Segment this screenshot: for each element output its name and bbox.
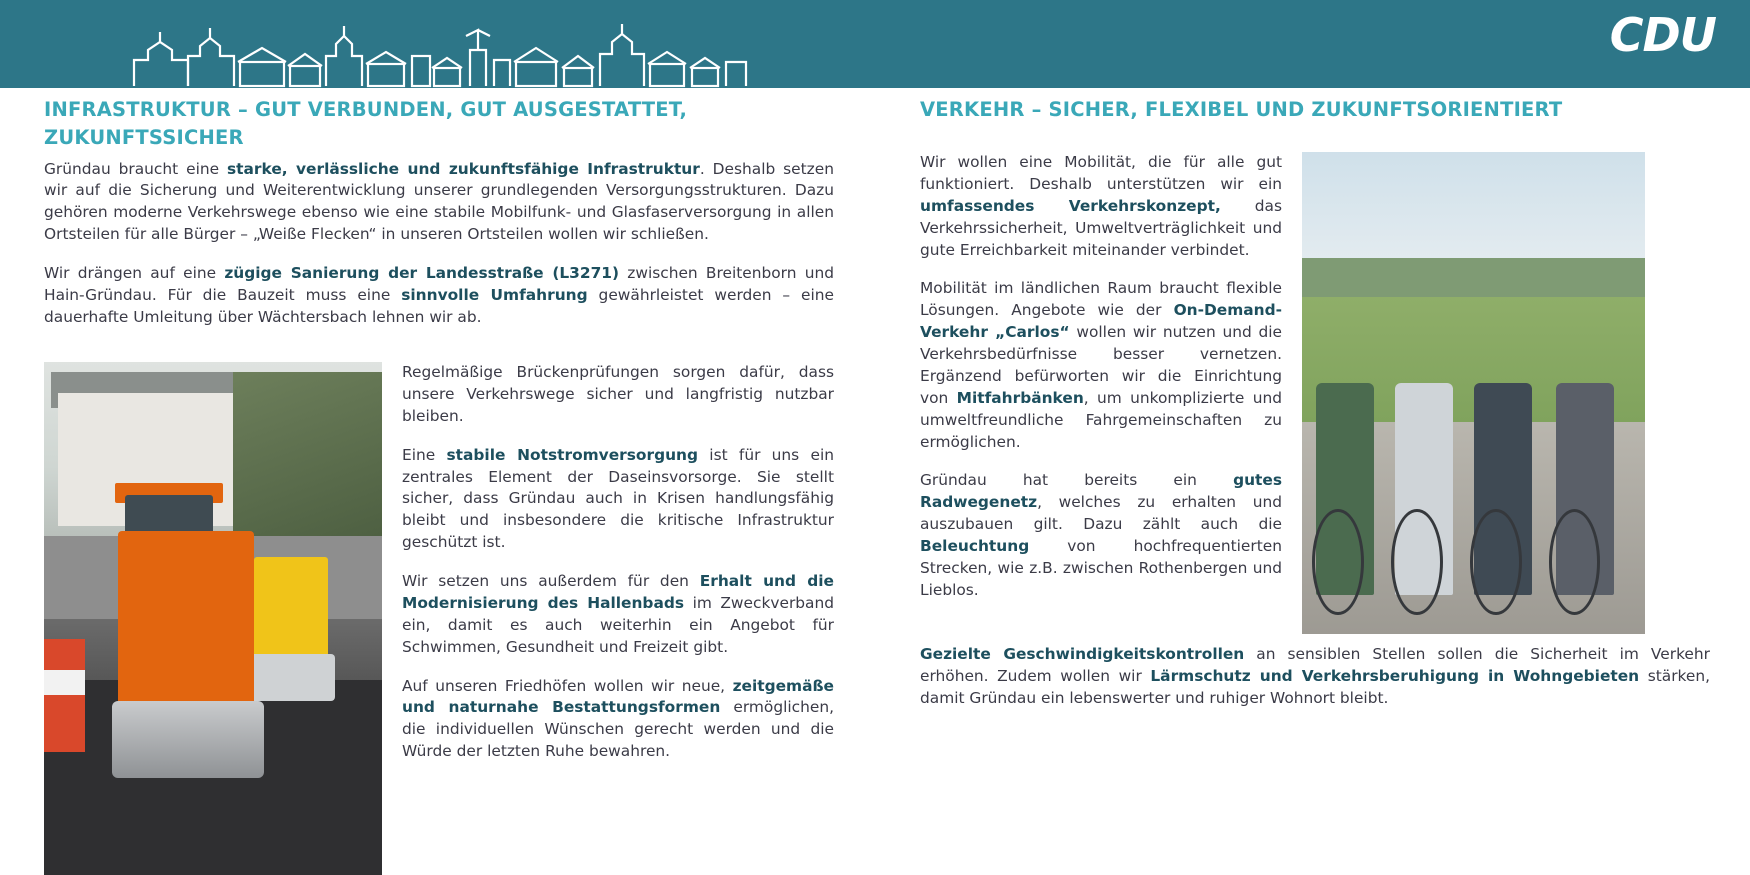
- right-paragraph-3: [920, 470, 1282, 601]
- text-run: ermöglichen, die individuellen Wünschen gerecht werden und die Würde der letzten Ruhe bewahren.: [402, 698, 834, 761]
- right-wrapped-text: [920, 152, 1282, 602]
- right-full-width-text: [920, 644, 1710, 710]
- left-section-title: INFRASTRUKTUR – GUT VERBUNDEN, GUT AUSGESTATTET, ZUKUNFTSSICHER: [44, 98, 688, 150]
- text-run: Gründau braucht eine: [44, 159, 228, 178]
- text-run: Eine: [402, 445, 447, 464]
- text-run: , welches zu erhalten und auszubauen gilt. Dazu zählt auch die: [920, 493, 1282, 534]
- right-paragraph-4: [920, 644, 1710, 710]
- photo-bicycle-wheel: [1549, 509, 1600, 615]
- photo-trees: [233, 372, 382, 536]
- text-run: das Verkehrssicherheit, Umweltverträglichkeit und gute Erreichbarkeit miteinander verbindet.: [920, 196, 1282, 259]
- cyclists-photo: [1302, 152, 1645, 634]
- content-columns: [0, 88, 1750, 875]
- left-paragraph-1: [44, 159, 834, 247]
- right-column: [920, 96, 1710, 875]
- photo-second-roller: [254, 557, 328, 670]
- text-run: von hochfrequentierten Strecken, wie z.B. zwischen Rothenbergen und Lieblos.: [920, 537, 1282, 599]
- left-wrapped-text: [402, 362, 834, 763]
- photo-bicycle-wheel: [1470, 509, 1521, 615]
- text-run: im Zweckverband ein, damit es auch weiterhin ein Angebot für Schwimmen, Gesundheit und Freizeit gibt.: [402, 593, 834, 656]
- text-bold: gutes Radwegenetz: [920, 471, 1282, 512]
- text-run: gewährleistet werden – eine dauerhafte Umleitung über Wächtersbach lehnen wir ab.: [44, 285, 834, 326]
- photo-second-roller-drum: [247, 654, 335, 700]
- text-bold: sinnvolle Umfahrung: [401, 285, 588, 304]
- text-run: . Deshalb setzen wir auf die Sicherung und Weiterentwicklung unserer grundlegenden Versorgungsstrukturen. Dazu gehören moderne Verkehrswege ebenso wie eine stabile Mobilfunk- und Glasfaserversorgung in allen Ortsteilen für alle Bürger – „Weiße Flecken“ in unseren Ortsteilen wollen wir schließen.: [44, 159, 834, 244]
- photo-traffic-barrier: [44, 639, 85, 752]
- text-run: wollen wir nutzen und die Verkehrsbedürfnisse besser vernetzen. Ergänzend befürworten wir die Einrichtung von: [920, 323, 1282, 407]
- right-paragraph-2: [920, 278, 1282, 453]
- photo-bicycle-wheel: [1312, 509, 1363, 615]
- road-roller-photo: [44, 362, 382, 875]
- text-run: Gründau hat bereits ein: [920, 471, 1234, 490]
- text-run: an sensiblen Stellen sollen die Sicherheit im Verkehr erhöhen. Zudem wollen wir: [920, 645, 1710, 685]
- text-run: , um unkomplizierte und umweltfreundliche Fahrgemeinschaften zu ermöglichen.: [920, 388, 1282, 451]
- left-paragraph-5: [402, 571, 834, 659]
- text-run: stärken, damit Gründau ein lebenswerter und ruhiger Wohnort bleibt.: [920, 666, 1711, 707]
- text-bold: On-Demand-Verkehr „Carlos“: [920, 301, 1282, 342]
- text-run: ist für uns ein zentrales Element der Daseinsvorsorge. Sie stellt sicher, dass Gründau auch in Krisen handlungsfähig bleibt und insbesondere die kritische Infrastruktur geschützt ist.: [402, 445, 834, 552]
- left-paragraph-6: [402, 676, 834, 764]
- left-column: [44, 96, 834, 875]
- text-run: zwischen Breitenborn und Hain-Gründau. Für die Bauzeit muss eine: [44, 264, 834, 304]
- text-bold: Lärmschutz und Verkehrsberuhigung in Wohngebieten: [1150, 666, 1640, 685]
- text-bold: stabile Notstromversorgung: [446, 445, 699, 464]
- left-paragraph-2: [44, 263, 834, 329]
- text-bold: Gezielte Geschwindigkeitskontrollen: [920, 645, 1245, 663]
- text-run: Auf unseren Friedhöfen wollen wir neue,: [402, 676, 733, 695]
- left-top-block: [44, 96, 834, 329]
- cdu-logo: CDU: [1609, 8, 1716, 62]
- text-run: Wir wollen eine Mobilität, die für alle gut funktioniert. Deshalb unterstützen wir ein: [920, 153, 1282, 193]
- text-bold: Mitfahrbänken: [956, 388, 1084, 407]
- left-paragraph-4: [402, 445, 834, 554]
- right-section-title: VERKEHR – SICHER, FLEXIBEL UND ZUKUNFTSORIENTIERT: [920, 98, 1563, 121]
- photo-barrier-stripe: [44, 670, 85, 696]
- text-bold: Erhalt und die Modernisierung des Hallenbads: [402, 572, 834, 612]
- text-run: Wir setzen uns außerdem für den: [402, 572, 700, 590]
- right-paragraph-1: [920, 152, 1282, 261]
- text-bold: Beleuchtung: [920, 537, 1030, 555]
- photo-bicycle-wheel: [1391, 509, 1442, 615]
- photo-roller-body: [118, 531, 253, 705]
- text-bold: starke, verlässliche und zukunftsfähige Infrastruktur: [227, 159, 700, 178]
- text-bold: zügige Sanierung der Landesstraße (L3271): [224, 264, 620, 283]
- header-banner: [0, 0, 1750, 88]
- photo-roller-drum: [112, 701, 264, 778]
- town-skyline-icon: [130, 16, 750, 88]
- left-paragraph-3: Regelmäßige Brückenprüfungen sorgen dafür, dass unsere Verkehrswege sicher und langfristig nutzbar bleiben.: [402, 363, 834, 425]
- text-run: Wir drängen auf eine: [44, 264, 225, 283]
- text-bold: zeitgemäße und naturnahe Bestattungsformen: [402, 676, 834, 717]
- text-bold: umfassendes Verkehrskonzept,: [920, 196, 1221, 215]
- text-run: Mobilität im ländlichen Raum braucht flexible Lösungen. Angebote wie der: [920, 279, 1282, 320]
